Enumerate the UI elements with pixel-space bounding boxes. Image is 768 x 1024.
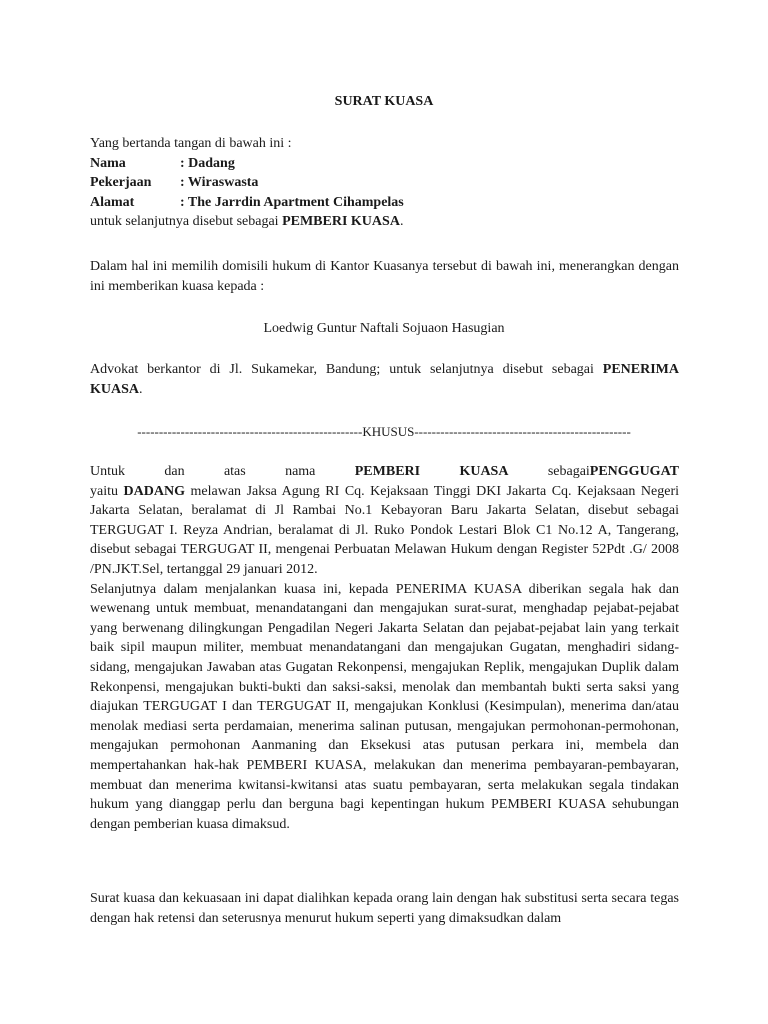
advokat-prefix: Advokat berkantor di Jl. Sukamekar, Bandung; untuk selanjutnya disebut sebagai (90, 362, 603, 377)
field-value: : Dadang (180, 155, 235, 171)
field-value: : Wiraswasta (180, 175, 259, 191)
untuk-word: nama (285, 464, 316, 479)
pemberi-kuasa-line (90, 212, 680, 232)
field-row-nama (90, 154, 680, 174)
untuk-first-line (90, 462, 679, 482)
field-label: Pekerjaan (90, 175, 152, 191)
field-value: : The Jarrdin Apartment Cihampelas (180, 194, 404, 210)
untuk-word: dan (164, 464, 185, 479)
untuk-paragraph (90, 462, 679, 834)
field-row-pekerjaan (90, 173, 680, 193)
untuk-penggugat-term: PENGGUGAT (589, 464, 679, 479)
untuk-body (90, 482, 679, 580)
field-label: Nama (90, 155, 126, 171)
untuk-word: atas (223, 464, 246, 479)
pemberi-term: PEMBERI KUASA (282, 214, 400, 230)
domicile-paragraph: Dalam hal ini memilih domisili hukum di Kantor Kuasanya tersebut di bawah ini, menerangkan dengan ini memberikan kuasa kepada : (90, 259, 679, 294)
pemberi-prefix: untuk selanjutnya disebut sebagai (90, 214, 283, 230)
pemberi-suffix: . (399, 214, 404, 230)
untuk-word: Untuk (90, 464, 125, 479)
field-row-alamat (90, 193, 680, 213)
untuk-word: sebagai (547, 464, 590, 479)
lawyer-name: Loedwig Guntur Naftali Sojuaon Hasugian (263, 321, 505, 336)
advokat-suffix: . (139, 381, 143, 397)
untuk-pemberi-term: PEMBERI KUASA (354, 464, 509, 479)
khusus-divider: ----------------------------------------------------KHUSUS-------------------------------------------------- (137, 424, 631, 439)
substitusi-paragraph: Surat kuasa dan kekuasaan ini dapat dialihkan kepada orang lain dengan hak substitusi serta secara tegas dengan hak retensi dan seterusnya menurut hukum seperti yang dimaksudkan dalam (90, 891, 679, 926)
untuk-yaitu: yaitu (90, 483, 124, 499)
document-title: SURAT KUASA (334, 94, 434, 109)
selanjutnya-paragraph: Selanjutnya dalam menjalankan kuasa ini, kepada PENERIMA KUASA diberikan segala hak dan wewenang untuk membuat, menandatangani dan mengajukan surat-surat, menghadap pejabat-pejabat yang berwenang dilingkungan Pengadilan Negeri Jakarta Selatan dan pejabat-pejabat lain yang terkait baik sipil maupun militer, membuat menandatangani dan mengajukan Gugatan, menghadiri sidang-sidang, mengajukan Jawaban atas Gugatan Rekonpensi, mengajukan Replik, mengajukan Duplik dalam Rekonpensi, mengajukan bukti-bukti dan saksi-saksi, menolak dan membantah bukti serta saksi yang diajukan TERGUGAT I dan TERGUGAT II, mengajukan Konklusi (Kesimpulan), menerima dan/atau menolak mediasi serta perdamaian, menerima salinan putusan, mengajukan permohonan-permohonan, mengajukan permohonan Aanmaning dan Eksekusi atas putusan perkara ini, membela dan mempertahankan hak-hak PEMBERI KUASA, melakukan dan menerima pembayaran-pembayaran, membuat dan menerima kwitansi-kwitansi atas suatu pembayaran, serta melakukan segala tindakan hukum yang dianggap perlu dan berguna bagi kepentingan hukum PEMBERI KUASA sehubungan dengan pemberian kuasa dimaksud. (90, 581, 679, 832)
advokat-paragraph (90, 360, 679, 399)
intro-line: Yang bertanda tangan di bawah ini : (90, 136, 292, 151)
untuk-rest: melawan Jaksa Agung RI Cq. Kejaksaan Tinggi DKI Jakarta Cq. Kejaksaan Negeri Jakarta Selatan, beralamat di Jl Rambai No.1 Kebayoran Baru Jakarta Selatan, disebut sebagai TERGUGAT I. Reyza Andrian, beralamat di Jl. Ruko Pondok Lestari Blok C1 No.12 A, Tangerang, disebut sebagai TERGUGAT II, mengenai Perbuatan Melawan Hukum dengan Register 52Pdt .G/ 2008 /PN.JKT.Sel, tertanggal 29 januari 2012. (90, 483, 679, 577)
advokat-term: PENERIMA KUASA (90, 362, 679, 397)
field-label: Alamat (90, 194, 135, 210)
untuk-dadang: DADANG (123, 483, 185, 499)
grantor-section (90, 134, 680, 232)
